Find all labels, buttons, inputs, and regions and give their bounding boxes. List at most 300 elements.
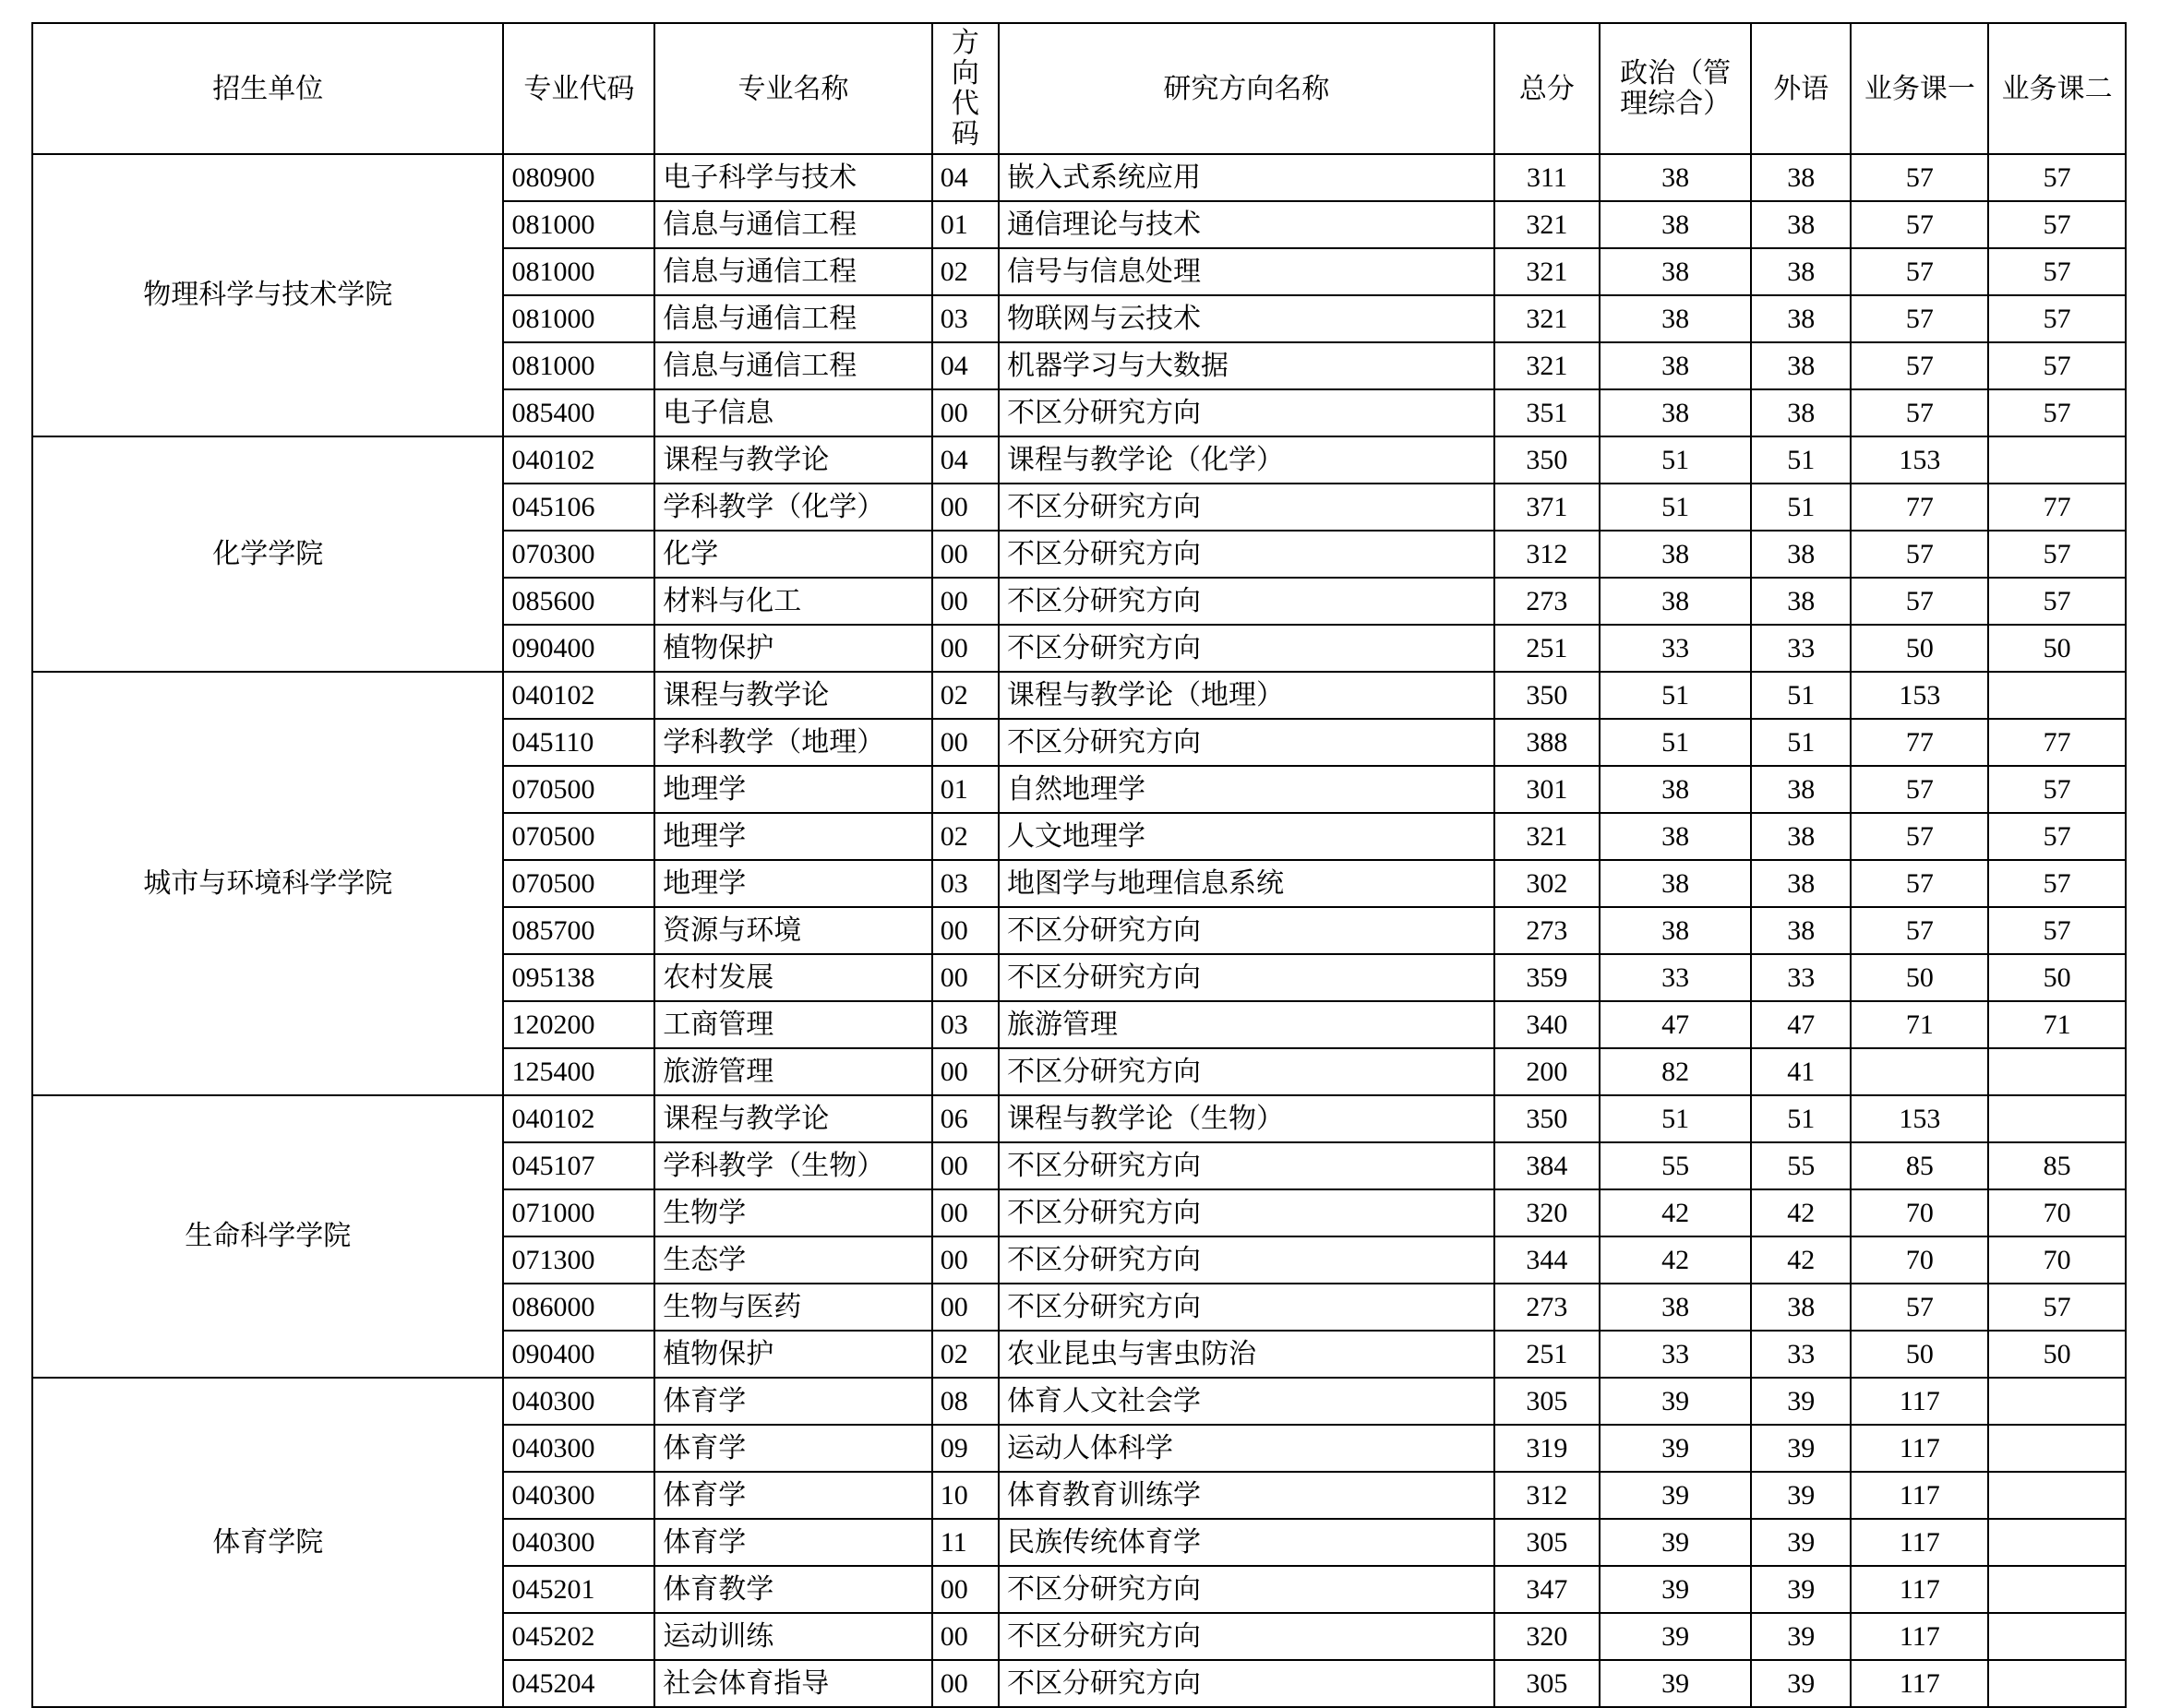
major-code-cell: 045202 bbox=[503, 1613, 654, 1660]
direction-code-cell: 00 bbox=[932, 578, 999, 625]
major-code-cell: 071000 bbox=[503, 1189, 654, 1236]
politics-score-cell: 38 bbox=[1600, 389, 1751, 436]
major-name-cell: 植物保护 bbox=[654, 625, 931, 672]
direction-name-cell: 人文地理学 bbox=[999, 813, 1494, 860]
major-code-cell: 086000 bbox=[503, 1284, 654, 1331]
direction-code-cell: 00 bbox=[932, 954, 999, 1001]
subject-two-score-cell bbox=[1988, 1048, 2126, 1095]
direction-name-cell: 运动人体科学 bbox=[999, 1425, 1494, 1472]
direction-code-cell: 01 bbox=[932, 201, 999, 248]
politics-score-cell: 38 bbox=[1600, 295, 1751, 342]
subject-two-score-cell: 85 bbox=[1988, 1142, 2126, 1189]
major-name-cell: 电子信息 bbox=[654, 389, 931, 436]
major-name-cell: 体育学 bbox=[654, 1472, 931, 1519]
direction-name-cell: 民族传统体育学 bbox=[999, 1519, 1494, 1566]
foreign-language-score-cell: 38 bbox=[1751, 860, 1852, 907]
unit-cell: 化学学院 bbox=[32, 436, 503, 672]
direction-code-cell: 00 bbox=[932, 719, 999, 766]
direction-name-cell: 信号与信息处理 bbox=[999, 248, 1494, 295]
subject-one-score-cell: 57 bbox=[1851, 907, 1988, 954]
total-score-cell: 371 bbox=[1494, 484, 1601, 531]
direction-name-cell: 农业昆虫与害虫防治 bbox=[999, 1331, 1494, 1378]
foreign-language-score-cell: 38 bbox=[1751, 531, 1852, 578]
major-code-cell: 080900 bbox=[503, 154, 654, 201]
column-header-major-name: 专业名称 bbox=[654, 23, 931, 154]
direction-code-cell: 04 bbox=[932, 342, 999, 389]
subject-one-score-cell: 153 bbox=[1851, 672, 1988, 719]
foreign-language-score-cell: 51 bbox=[1751, 719, 1852, 766]
subject-two-score-cell bbox=[1988, 1472, 2126, 1519]
direction-name-cell: 课程与教学论（生物） bbox=[999, 1095, 1494, 1142]
subject-one-score-cell bbox=[1851, 1048, 1988, 1095]
direction-code-cell: 11 bbox=[932, 1519, 999, 1566]
total-score-cell: 251 bbox=[1494, 1331, 1601, 1378]
direction-code-cell: 00 bbox=[932, 1284, 999, 1331]
subject-one-score-cell: 117 bbox=[1851, 1378, 1988, 1425]
total-score-cell: 347 bbox=[1494, 1566, 1601, 1613]
politics-score-cell: 38 bbox=[1600, 860, 1751, 907]
major-name-cell: 材料与化工 bbox=[654, 578, 931, 625]
total-score-cell: 344 bbox=[1494, 1236, 1601, 1284]
major-name-cell: 体育学 bbox=[654, 1378, 931, 1425]
foreign-language-score-cell: 39 bbox=[1751, 1519, 1852, 1566]
subject-two-score-cell: 57 bbox=[1988, 248, 2126, 295]
politics-score-cell: 33 bbox=[1600, 1331, 1751, 1378]
direction-code-cell: 00 bbox=[932, 1189, 999, 1236]
politics-score-cell: 39 bbox=[1600, 1519, 1751, 1566]
direction-name-cell: 自然地理学 bbox=[999, 766, 1494, 813]
direction-name-cell: 不区分研究方向 bbox=[999, 1236, 1494, 1284]
major-name-cell: 信息与通信工程 bbox=[654, 201, 931, 248]
total-score-cell: 321 bbox=[1494, 248, 1601, 295]
table-row bbox=[32, 1095, 2126, 1142]
major-name-cell: 植物保护 bbox=[654, 1331, 931, 1378]
major-code-cell: 040102 bbox=[503, 672, 654, 719]
direction-code-cell: 00 bbox=[932, 531, 999, 578]
subject-one-score-cell: 57 bbox=[1851, 389, 1988, 436]
unit-cell: 物理科学与技术学院 bbox=[32, 154, 503, 436]
major-name-cell: 电子科学与技术 bbox=[654, 154, 931, 201]
direction-code-cell: 06 bbox=[932, 1095, 999, 1142]
subject-two-score-cell bbox=[1988, 1425, 2126, 1472]
total-score-cell: 305 bbox=[1494, 1519, 1601, 1566]
major-name-cell: 化学 bbox=[654, 531, 931, 578]
subject-one-score-cell: 50 bbox=[1851, 954, 1988, 1001]
subject-one-score-cell: 117 bbox=[1851, 1425, 1988, 1472]
subject-two-score-cell: 57 bbox=[1988, 813, 2126, 860]
foreign-language-score-cell: 39 bbox=[1751, 1613, 1852, 1660]
politics-score-cell: 38 bbox=[1600, 578, 1751, 625]
total-score-cell: 320 bbox=[1494, 1613, 1601, 1660]
table-body bbox=[32, 154, 2126, 1707]
politics-score-cell: 39 bbox=[1600, 1660, 1751, 1707]
subject-one-score-cell: 57 bbox=[1851, 342, 1988, 389]
subject-one-score-cell: 57 bbox=[1851, 248, 1988, 295]
major-code-cell: 085700 bbox=[503, 907, 654, 954]
foreign-language-score-cell: 38 bbox=[1751, 907, 1852, 954]
total-score-cell: 321 bbox=[1494, 813, 1601, 860]
subject-one-score-cell: 50 bbox=[1851, 1331, 1988, 1378]
subject-one-score-cell: 77 bbox=[1851, 484, 1988, 531]
subject-two-score-cell: 57 bbox=[1988, 578, 2126, 625]
direction-name-cell: 不区分研究方向 bbox=[999, 907, 1494, 954]
subject-one-score-cell: 153 bbox=[1851, 436, 1988, 484]
subject-one-score-cell: 117 bbox=[1851, 1613, 1988, 1660]
major-name-cell: 社会体育指导 bbox=[654, 1660, 931, 1707]
direction-name-cell: 体育人文社会学 bbox=[999, 1378, 1494, 1425]
foreign-language-score-cell: 39 bbox=[1751, 1566, 1852, 1613]
direction-name-cell: 不区分研究方向 bbox=[999, 954, 1494, 1001]
subject-two-score-cell: 57 bbox=[1988, 1284, 2126, 1331]
column-header-subject-two: 业务课二 bbox=[1988, 23, 2126, 154]
major-code-cell: 040300 bbox=[503, 1472, 654, 1519]
subject-two-score-cell bbox=[1988, 1566, 2126, 1613]
total-score-cell: 200 bbox=[1494, 1048, 1601, 1095]
subject-two-score-cell: 50 bbox=[1988, 954, 2126, 1001]
direction-name-cell: 不区分研究方向 bbox=[999, 484, 1494, 531]
subject-one-score-cell: 117 bbox=[1851, 1472, 1988, 1519]
subject-one-score-cell: 57 bbox=[1851, 154, 1988, 201]
foreign-language-score-cell: 42 bbox=[1751, 1189, 1852, 1236]
major-name-cell: 地理学 bbox=[654, 766, 931, 813]
major-name-cell: 地理学 bbox=[654, 860, 931, 907]
subject-two-score-cell bbox=[1988, 672, 2126, 719]
major-code-cell: 040102 bbox=[503, 1095, 654, 1142]
major-code-cell: 095138 bbox=[503, 954, 654, 1001]
politics-score-cell: 39 bbox=[1600, 1566, 1751, 1613]
major-name-cell: 生物学 bbox=[654, 1189, 931, 1236]
direction-name-cell: 机器学习与大数据 bbox=[999, 342, 1494, 389]
subject-one-score-cell: 57 bbox=[1851, 531, 1988, 578]
major-name-cell: 生物与医药 bbox=[654, 1284, 931, 1331]
politics-score-cell: 38 bbox=[1600, 813, 1751, 860]
total-score-cell: 305 bbox=[1494, 1378, 1601, 1425]
politics-score-cell: 38 bbox=[1600, 766, 1751, 813]
foreign-language-score-cell: 33 bbox=[1751, 1331, 1852, 1378]
politics-score-cell: 33 bbox=[1600, 954, 1751, 1001]
direction-name-cell: 不区分研究方向 bbox=[999, 389, 1494, 436]
major-code-cell: 085400 bbox=[503, 389, 654, 436]
direction-code-cell: 03 bbox=[932, 1001, 999, 1048]
subject-two-score-cell: 57 bbox=[1988, 766, 2126, 813]
major-name-cell: 信息与通信工程 bbox=[654, 248, 931, 295]
foreign-language-score-cell: 47 bbox=[1751, 1001, 1852, 1048]
foreign-language-score-cell: 38 bbox=[1751, 248, 1852, 295]
direction-code-cell: 02 bbox=[932, 672, 999, 719]
major-name-cell: 旅游管理 bbox=[654, 1048, 931, 1095]
major-name-cell: 体育教学 bbox=[654, 1566, 931, 1613]
column-header-major-code: 专业代码 bbox=[503, 23, 654, 154]
foreign-language-score-cell: 38 bbox=[1751, 813, 1852, 860]
direction-name-cell: 不区分研究方向 bbox=[999, 1660, 1494, 1707]
subject-two-score-cell bbox=[1988, 1660, 2126, 1707]
major-code-cell: 040102 bbox=[503, 436, 654, 484]
subject-one-score-cell: 57 bbox=[1851, 201, 1988, 248]
subject-two-score-cell: 70 bbox=[1988, 1189, 2126, 1236]
direction-name-cell: 体育教育训练学 bbox=[999, 1472, 1494, 1519]
politics-score-cell: 51 bbox=[1600, 484, 1751, 531]
total-score-cell: 350 bbox=[1494, 436, 1601, 484]
subject-two-score-cell bbox=[1988, 1613, 2126, 1660]
direction-name-cell: 不区分研究方向 bbox=[999, 1189, 1494, 1236]
total-score-cell: 312 bbox=[1494, 531, 1601, 578]
direction-name-cell: 不区分研究方向 bbox=[999, 1142, 1494, 1189]
major-code-cell: 071300 bbox=[503, 1236, 654, 1284]
foreign-language-score-cell: 42 bbox=[1751, 1236, 1852, 1284]
foreign-language-score-cell: 55 bbox=[1751, 1142, 1852, 1189]
direction-code-cell: 03 bbox=[932, 295, 999, 342]
subject-one-score-cell: 50 bbox=[1851, 625, 1988, 672]
direction-name-cell: 旅游管理 bbox=[999, 1001, 1494, 1048]
total-score-cell: 359 bbox=[1494, 954, 1601, 1001]
direction-code-cell: 03 bbox=[932, 860, 999, 907]
politics-score-cell: 39 bbox=[1600, 1378, 1751, 1425]
major-code-cell: 070500 bbox=[503, 766, 654, 813]
direction-code-cell: 01 bbox=[932, 766, 999, 813]
total-score-cell: 312 bbox=[1494, 1472, 1601, 1519]
column-header-unit: 招生单位 bbox=[32, 23, 503, 154]
direction-code-cell: 02 bbox=[932, 1331, 999, 1378]
direction-name-cell: 通信理论与技术 bbox=[999, 201, 1494, 248]
major-code-cell: 070500 bbox=[503, 860, 654, 907]
total-score-cell: 273 bbox=[1494, 907, 1601, 954]
politics-score-cell: 82 bbox=[1600, 1048, 1751, 1095]
major-code-cell: 085600 bbox=[503, 578, 654, 625]
unit-cell: 体育学院 bbox=[32, 1378, 503, 1707]
major-code-cell: 045110 bbox=[503, 719, 654, 766]
politics-score-cell: 42 bbox=[1600, 1236, 1751, 1284]
politics-score-cell: 38 bbox=[1600, 531, 1751, 578]
column-header-direction-name: 研究方向名称 bbox=[999, 23, 1494, 154]
major-name-cell: 信息与通信工程 bbox=[654, 342, 931, 389]
major-code-cell: 081000 bbox=[503, 342, 654, 389]
foreign-language-score-cell: 33 bbox=[1751, 625, 1852, 672]
header-row bbox=[32, 23, 2126, 154]
direction-code-cell: 00 bbox=[932, 1613, 999, 1660]
subject-one-score-cell: 57 bbox=[1851, 860, 1988, 907]
foreign-language-score-cell: 38 bbox=[1751, 154, 1852, 201]
subject-two-score-cell: 57 bbox=[1988, 201, 2126, 248]
major-code-cell: 090400 bbox=[503, 625, 654, 672]
direction-code-cell: 00 bbox=[932, 907, 999, 954]
subject-one-score-cell: 57 bbox=[1851, 578, 1988, 625]
total-score-cell: 273 bbox=[1494, 1284, 1601, 1331]
direction-code-cell: 00 bbox=[932, 625, 999, 672]
politics-score-cell: 39 bbox=[1600, 1472, 1751, 1519]
foreign-language-score-cell: 51 bbox=[1751, 484, 1852, 531]
foreign-language-score-cell: 51 bbox=[1751, 672, 1852, 719]
politics-score-cell: 42 bbox=[1600, 1189, 1751, 1236]
subject-two-score-cell: 57 bbox=[1988, 860, 2126, 907]
subject-one-score-cell: 57 bbox=[1851, 813, 1988, 860]
direction-code-cell: 04 bbox=[932, 154, 999, 201]
major-name-cell: 体育学 bbox=[654, 1519, 931, 1566]
politics-score-cell: 38 bbox=[1600, 1284, 1751, 1331]
major-code-cell: 070500 bbox=[503, 813, 654, 860]
politics-score-cell: 33 bbox=[1600, 625, 1751, 672]
direction-name-cell: 不区分研究方向 bbox=[999, 719, 1494, 766]
major-name-cell: 资源与环境 bbox=[654, 907, 931, 954]
table-row bbox=[32, 436, 2126, 484]
total-score-cell: 350 bbox=[1494, 1095, 1601, 1142]
politics-score-cell: 38 bbox=[1600, 154, 1751, 201]
direction-code-cell: 08 bbox=[932, 1378, 999, 1425]
direction-name-cell: 不区分研究方向 bbox=[999, 625, 1494, 672]
subject-one-score-cell: 117 bbox=[1851, 1566, 1988, 1613]
politics-score-cell: 51 bbox=[1600, 719, 1751, 766]
major-code-cell: 081000 bbox=[503, 201, 654, 248]
direction-code-cell: 04 bbox=[932, 436, 999, 484]
direction-code-cell: 00 bbox=[932, 1142, 999, 1189]
subject-one-score-cell: 57 bbox=[1851, 1284, 1988, 1331]
subject-one-score-cell: 77 bbox=[1851, 719, 1988, 766]
major-code-cell: 040300 bbox=[503, 1378, 654, 1425]
politics-score-cell: 47 bbox=[1600, 1001, 1751, 1048]
foreign-language-score-cell: 33 bbox=[1751, 954, 1852, 1001]
total-score-cell: 311 bbox=[1494, 154, 1601, 201]
subject-two-score-cell: 77 bbox=[1988, 719, 2126, 766]
direction-name-cell: 不区分研究方向 bbox=[999, 1048, 1494, 1095]
foreign-language-score-cell: 39 bbox=[1751, 1660, 1852, 1707]
foreign-language-score-cell: 38 bbox=[1751, 1284, 1852, 1331]
major-name-cell: 学科教学（生物） bbox=[654, 1142, 931, 1189]
total-score-cell: 319 bbox=[1494, 1425, 1601, 1472]
major-code-cell: 070300 bbox=[503, 531, 654, 578]
major-name-cell: 课程与教学论 bbox=[654, 1095, 931, 1142]
subject-two-score-cell: 57 bbox=[1988, 531, 2126, 578]
subject-two-score-cell: 70 bbox=[1988, 1236, 2126, 1284]
major-code-cell: 045106 bbox=[503, 484, 654, 531]
subject-two-score-cell: 57 bbox=[1988, 389, 2126, 436]
foreign-language-score-cell: 51 bbox=[1751, 436, 1852, 484]
subject-two-score-cell: 57 bbox=[1988, 907, 2126, 954]
foreign-language-score-cell: 41 bbox=[1751, 1048, 1852, 1095]
subject-two-score-cell bbox=[1988, 1095, 2126, 1142]
foreign-language-score-cell: 38 bbox=[1751, 389, 1852, 436]
direction-code-cell: 02 bbox=[932, 813, 999, 860]
direction-name-cell: 不区分研究方向 bbox=[999, 531, 1494, 578]
total-score-cell: 384 bbox=[1494, 1142, 1601, 1189]
foreign-language-score-cell: 38 bbox=[1751, 295, 1852, 342]
total-score-cell: 340 bbox=[1494, 1001, 1601, 1048]
politics-score-cell: 51 bbox=[1600, 436, 1751, 484]
politics-score-cell: 38 bbox=[1600, 342, 1751, 389]
direction-code-cell: 02 bbox=[932, 248, 999, 295]
subject-two-score-cell: 57 bbox=[1988, 342, 2126, 389]
major-code-cell: 045201 bbox=[503, 1566, 654, 1613]
politics-score-cell: 38 bbox=[1600, 907, 1751, 954]
major-code-cell: 120200 bbox=[503, 1001, 654, 1048]
total-score-cell: 251 bbox=[1494, 625, 1601, 672]
direction-code-cell: 10 bbox=[932, 1472, 999, 1519]
major-name-cell: 运动训练 bbox=[654, 1613, 931, 1660]
subject-two-score-cell: 50 bbox=[1988, 1331, 2126, 1378]
total-score-cell: 321 bbox=[1494, 295, 1601, 342]
direction-name-cell: 不区分研究方向 bbox=[999, 1566, 1494, 1613]
subject-one-score-cell: 117 bbox=[1851, 1519, 1988, 1566]
major-name-cell: 学科教学（化学） bbox=[654, 484, 931, 531]
major-name-cell: 学科教学（地理） bbox=[654, 719, 931, 766]
major-name-cell: 工商管理 bbox=[654, 1001, 931, 1048]
direction-code-cell: 00 bbox=[932, 1236, 999, 1284]
politics-score-cell: 38 bbox=[1600, 248, 1751, 295]
direction-name-cell: 课程与教学论（化学） bbox=[999, 436, 1494, 484]
major-name-cell: 体育学 bbox=[654, 1425, 931, 1472]
total-score-cell: 350 bbox=[1494, 672, 1601, 719]
column-header-total: 总分 bbox=[1494, 23, 1601, 154]
politics-score-cell: 55 bbox=[1600, 1142, 1751, 1189]
total-score-cell: 301 bbox=[1494, 766, 1601, 813]
column-header-subject-one: 业务课一 bbox=[1851, 23, 1988, 154]
direction-name-cell: 嵌入式系统应用 bbox=[999, 154, 1494, 201]
foreign-language-score-cell: 39 bbox=[1751, 1425, 1852, 1472]
politics-score-cell: 39 bbox=[1600, 1613, 1751, 1660]
major-name-cell: 生态学 bbox=[654, 1236, 931, 1284]
subject-two-score-cell bbox=[1988, 436, 2126, 484]
major-name-cell: 农村发展 bbox=[654, 954, 931, 1001]
subject-one-score-cell: 70 bbox=[1851, 1236, 1988, 1284]
major-code-cell: 045107 bbox=[503, 1142, 654, 1189]
subject-two-score-cell: 57 bbox=[1988, 154, 2126, 201]
foreign-language-score-cell: 39 bbox=[1751, 1378, 1852, 1425]
direction-name-cell: 不区分研究方向 bbox=[999, 578, 1494, 625]
direction-name-cell: 不区分研究方向 bbox=[999, 1284, 1494, 1331]
foreign-language-score-cell: 38 bbox=[1751, 201, 1852, 248]
direction-name-cell: 物联网与云技术 bbox=[999, 295, 1494, 342]
direction-code-cell: 00 bbox=[932, 389, 999, 436]
major-code-cell: 045204 bbox=[503, 1660, 654, 1707]
politics-score-cell: 39 bbox=[1600, 1425, 1751, 1472]
total-score-cell: 273 bbox=[1494, 578, 1601, 625]
subject-one-score-cell: 71 bbox=[1851, 1001, 1988, 1048]
major-code-cell: 040300 bbox=[503, 1425, 654, 1472]
subject-two-score-cell bbox=[1988, 1519, 2126, 1566]
major-name-cell: 地理学 bbox=[654, 813, 931, 860]
major-code-cell: 040300 bbox=[503, 1519, 654, 1566]
foreign-language-score-cell: 38 bbox=[1751, 578, 1852, 625]
major-code-cell: 081000 bbox=[503, 295, 654, 342]
subject-one-score-cell: 70 bbox=[1851, 1189, 1988, 1236]
total-score-cell: 321 bbox=[1494, 201, 1601, 248]
foreign-language-score-cell: 51 bbox=[1751, 1095, 1852, 1142]
subject-two-score-cell: 71 bbox=[1988, 1001, 2126, 1048]
direction-code-cell: 00 bbox=[932, 1048, 999, 1095]
total-score-cell: 320 bbox=[1494, 1189, 1601, 1236]
total-score-cell: 321 bbox=[1494, 342, 1601, 389]
subject-two-score-cell: 77 bbox=[1988, 484, 2126, 531]
total-score-cell: 351 bbox=[1494, 389, 1601, 436]
column-header-foreign-language: 外语 bbox=[1751, 23, 1852, 154]
major-name-cell: 信息与通信工程 bbox=[654, 295, 931, 342]
major-code-cell: 081000 bbox=[503, 248, 654, 295]
politics-score-cell: 38 bbox=[1600, 201, 1751, 248]
politics-score-cell: 51 bbox=[1600, 1095, 1751, 1142]
major-name-cell: 课程与教学论 bbox=[654, 436, 931, 484]
subject-one-score-cell: 57 bbox=[1851, 295, 1988, 342]
table-row bbox=[32, 154, 2126, 201]
direction-name-cell: 不区分研究方向 bbox=[999, 1613, 1494, 1660]
politics-score-cell: 51 bbox=[1600, 672, 1751, 719]
subject-two-score-cell bbox=[1988, 1378, 2126, 1425]
unit-cell: 城市与环境科学学院 bbox=[32, 672, 503, 1095]
subject-one-score-cell: 117 bbox=[1851, 1660, 1988, 1707]
total-score-cell: 305 bbox=[1494, 1660, 1601, 1707]
admission-score-table bbox=[31, 22, 2127, 1708]
foreign-language-score-cell: 39 bbox=[1751, 1472, 1852, 1519]
column-header-politics: 政治（管理综合） bbox=[1600, 23, 1751, 154]
major-code-cell: 125400 bbox=[503, 1048, 654, 1095]
subject-one-score-cell: 57 bbox=[1851, 766, 1988, 813]
